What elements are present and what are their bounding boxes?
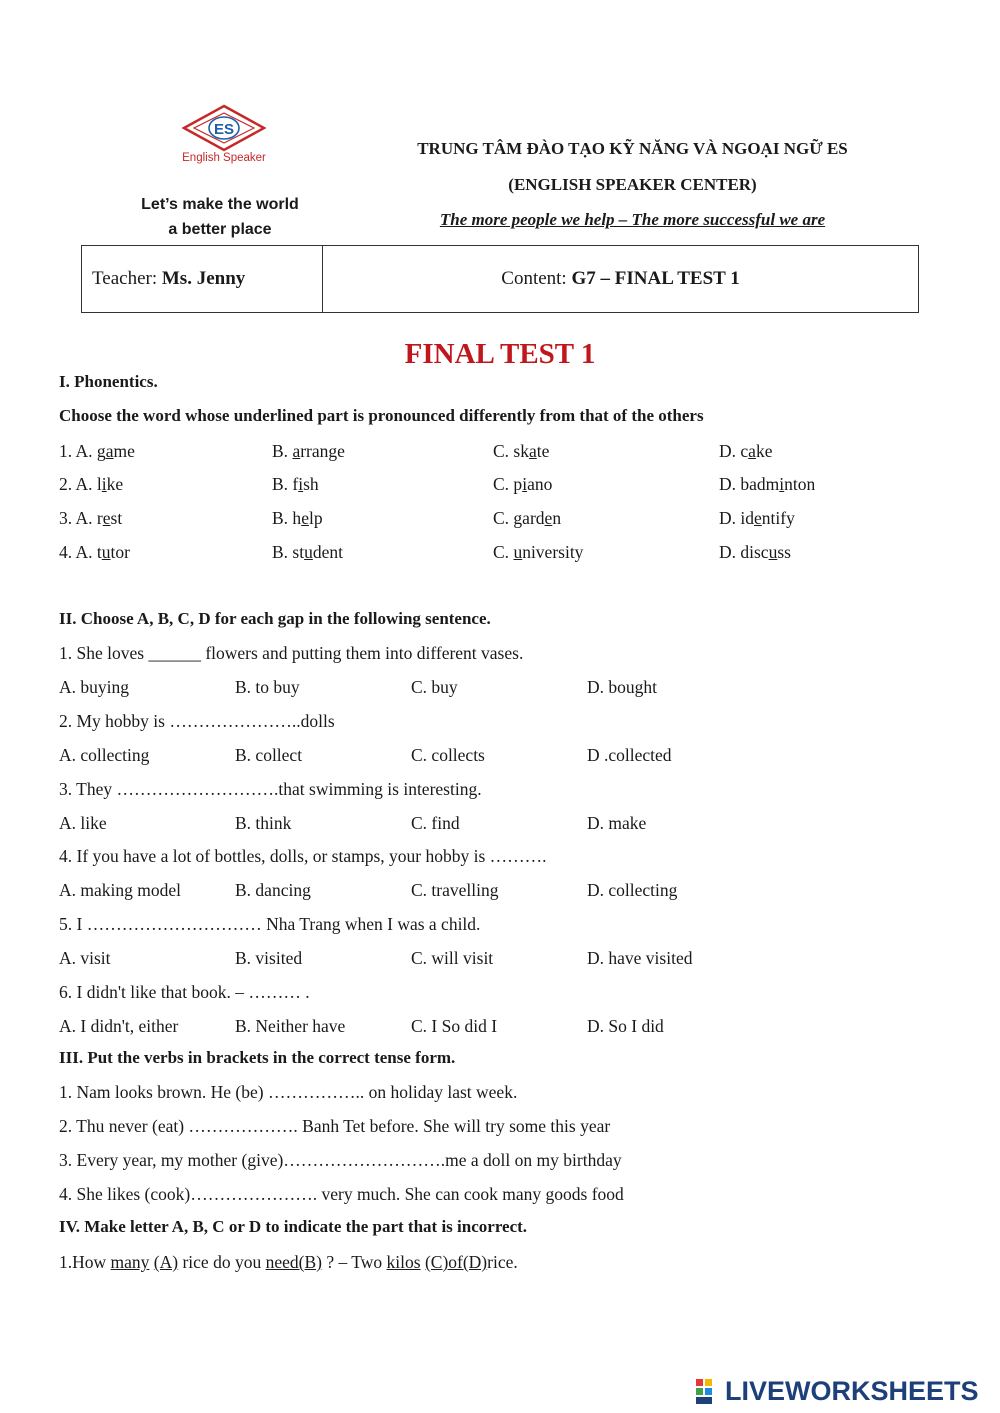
answer-option: C. collects — [411, 744, 485, 765]
content-label: Content: — [501, 268, 572, 289]
tagline-line1: Let’s make the world — [141, 196, 299, 213]
q1-text-part: rice do you — [178, 1252, 266, 1272]
phonetic-option — [719, 542, 791, 563]
option-text: B. h — [272, 508, 302, 528]
q1-text-part: rice. — [487, 1252, 518, 1272]
section1-instruction: Choose the word whose underlined part is pronounced differently from that of the others — [59, 406, 704, 425]
option-text: C. gard — [493, 508, 545, 528]
underlined-sound: i — [522, 474, 528, 494]
q1-underlined-part-cd: (C)of(D) — [424, 1252, 488, 1272]
underlined-sound: a — [105, 441, 114, 461]
phonetic-option — [59, 474, 123, 495]
teacher-cell — [82, 246, 323, 312]
underlined-sound: e — [102, 508, 111, 528]
answer-option: C. find — [411, 812, 460, 833]
option-text: 1. A. g — [59, 441, 106, 461]
underlined-sound: u — [768, 542, 778, 562]
option-text: me — [113, 441, 135, 461]
underlined-sound: u — [304, 542, 313, 562]
teacher-label: Teacher: — [92, 268, 162, 289]
answer-option: B. to buy — [235, 677, 300, 697]
answer-option: B. collect — [235, 744, 303, 765]
underlined-sound: e — [754, 508, 762, 528]
option-text: C. — [493, 542, 514, 562]
test-title: FINAL TEST 1 — [404, 338, 596, 370]
underlined-sound: i — [298, 474, 304, 494]
english-speaker-logo — [168, 104, 280, 166]
answer-option: D. have visited — [587, 948, 693, 969]
phonetic-option — [59, 441, 135, 462]
tagline-line2: a better place — [168, 221, 272, 238]
underlined-sound: a — [292, 441, 301, 461]
section4-heading: IV. Make letter A, B, C or D to indicate the part that is incorrect. — [59, 1217, 528, 1236]
error-id-question-1 — [59, 1252, 518, 1273]
option-text: C. sk — [493, 441, 529, 461]
phonetic-option — [272, 542, 343, 563]
verb-tense-item: 4. She likes (cook)…………………. very much. She can cook many goods food — [59, 1184, 624, 1204]
q1-underlined-part-c-word: kilos — [386, 1252, 421, 1272]
center-motto: The more people we help – The more successful we are — [439, 210, 826, 229]
option-text: dent — [312, 542, 343, 562]
option-text: rrange — [300, 441, 345, 461]
option-text: ke — [755, 441, 773, 461]
q1-text-part: 1.How — [59, 1252, 111, 1272]
option-text: B. st — [272, 542, 305, 562]
gap-question: 5. I ………………………… Nha Trang when I was a child. — [59, 914, 481, 935]
gap-question: 4. If you have a lot of bottles, dolls, or stamps, your hobby is ………. — [59, 846, 547, 867]
answer-option: B. visited — [235, 948, 303, 969]
option-text: nton — [784, 474, 816, 494]
answer-option: A. visit — [59, 948, 111, 969]
answer-option: B. dancing — [235, 880, 311, 901]
answer-option: D. make — [587, 812, 647, 833]
underlined-sound: e — [544, 508, 553, 528]
center-name: TRUNG TÂM ĐÀO TẠO KỸ NĂNG VÀ NGOẠI NGỮ ES — [417, 139, 848, 158]
answer-option: D. collecting — [587, 880, 678, 901]
option-text: te — [536, 441, 550, 461]
option-text: sh — [303, 474, 319, 494]
answer-option: D. So I did — [587, 1016, 664, 1036]
gap-question: 6. I didn't like that book. – ……… . — [59, 982, 310, 1002]
answer-option: C. will visit — [411, 948, 494, 969]
underlined-sound: a — [528, 441, 537, 461]
logo-caption: English Speaker — [182, 152, 266, 164]
gap-question: 2. My hobby is …………………..dolls — [59, 710, 335, 731]
q1-underlined-part-a-word: many — [110, 1252, 150, 1272]
phonetic-option — [493, 474, 552, 495]
option-text: ss — [777, 542, 791, 562]
q1-underlined-part-a: (A) — [153, 1252, 179, 1272]
content-value: G7 – FINAL TEST 1 — [571, 268, 740, 289]
underlined-sound: u — [101, 542, 111, 562]
answer-option: A. making model — [59, 880, 181, 901]
tagline — [120, 192, 320, 242]
phonetic-option — [719, 474, 815, 495]
answer-option: D. bought — [587, 677, 657, 697]
underlined-sound: u — [513, 542, 523, 562]
option-text: B. f — [272, 474, 299, 494]
underlined-sound: e — [301, 508, 309, 528]
option-text: tor — [110, 542, 130, 562]
phonetic-option — [272, 508, 323, 529]
answer-option: C. buy — [411, 677, 458, 697]
answer-option: B. think — [235, 812, 292, 833]
section2-heading: II. Choose A, B, C, D for each gap in the following sentence. — [59, 609, 491, 628]
answer-option: A. collecting — [59, 744, 150, 765]
option-text: C. p — [493, 474, 523, 494]
option-text: ntify — [761, 508, 795, 528]
option-text: niversity — [522, 542, 584, 562]
teacher-name: Ms. Jenny — [161, 268, 246, 289]
answer-option: A. I didn't, either — [59, 1016, 179, 1036]
answer-option: C. I So did I — [411, 1016, 498, 1036]
phonetic-option — [59, 508, 122, 529]
section1-heading: I. Phonentics. — [59, 372, 158, 391]
option-text: st — [110, 508, 123, 528]
answer-option: A. buying — [59, 677, 129, 697]
option-text: lp — [308, 508, 323, 528]
phonetic-option — [59, 542, 130, 563]
underlined-sound: i — [101, 474, 107, 494]
center-name-english: (ENGLISH SPEAKER CENTER) — [508, 175, 757, 194]
gap-question: 1. She loves ______ flowers and putting them into different vases. — [59, 643, 524, 663]
option-text: D. c — [719, 441, 749, 461]
gap-question: 3. They ……………………….that swimming is interesting. — [59, 778, 482, 799]
option-text: D. id — [719, 508, 754, 528]
phonetic-option — [493, 508, 561, 529]
logo-initials: ES — [213, 121, 235, 138]
verb-tense-item: 2. Thu never (eat) ………………. Banh Tet before. She will try some this year — [59, 1116, 611, 1136]
q1-text-part: ? – Two — [321, 1252, 387, 1272]
answer-option: A. like — [59, 812, 107, 833]
phonetic-option — [493, 441, 549, 462]
option-text: D. badm — [719, 474, 780, 494]
answer-option: C. travelling — [411, 880, 499, 901]
phonetic-option — [493, 542, 583, 563]
underlined-sound: i — [779, 474, 785, 494]
phonetic-option — [272, 474, 319, 495]
verb-tense-item: 1. Nam looks brown. He (be) …………….. on holiday last week. — [59, 1082, 518, 1102]
option-text: 4. A. t — [59, 542, 102, 562]
answer-option: B. Neither have — [235, 1016, 346, 1036]
option-text: ke — [106, 474, 124, 494]
section3-heading: III. Put the verbs in brackets in the correct tense form. — [59, 1048, 456, 1067]
option-text: n — [552, 508, 562, 528]
option-text: B. — [272, 441, 293, 461]
liveworksheets-watermark — [696, 1376, 979, 1407]
phonetic-option — [272, 441, 345, 462]
phonetic-option — [719, 508, 795, 529]
content-cell — [323, 246, 918, 312]
answer-option: D .collected — [587, 744, 672, 765]
option-text: D. disc — [719, 542, 769, 562]
option-text: 3. A. r — [59, 508, 103, 528]
phonetic-option — [719, 441, 772, 462]
q1-underlined-part-b: need(B) — [265, 1252, 322, 1272]
underlined-sound: a — [748, 441, 756, 461]
option-text: ano — [527, 474, 553, 494]
info-box — [81, 245, 919, 313]
watermark-text: LIVEWORKSHEETS — [725, 1376, 979, 1406]
option-text: 2. A. l — [59, 474, 102, 494]
liveworksheets-logo-icon — [696, 1379, 722, 1405]
verb-tense-item: 3. Every year, my mother (give)……………………….me a doll on my birthday — [59, 1150, 622, 1170]
